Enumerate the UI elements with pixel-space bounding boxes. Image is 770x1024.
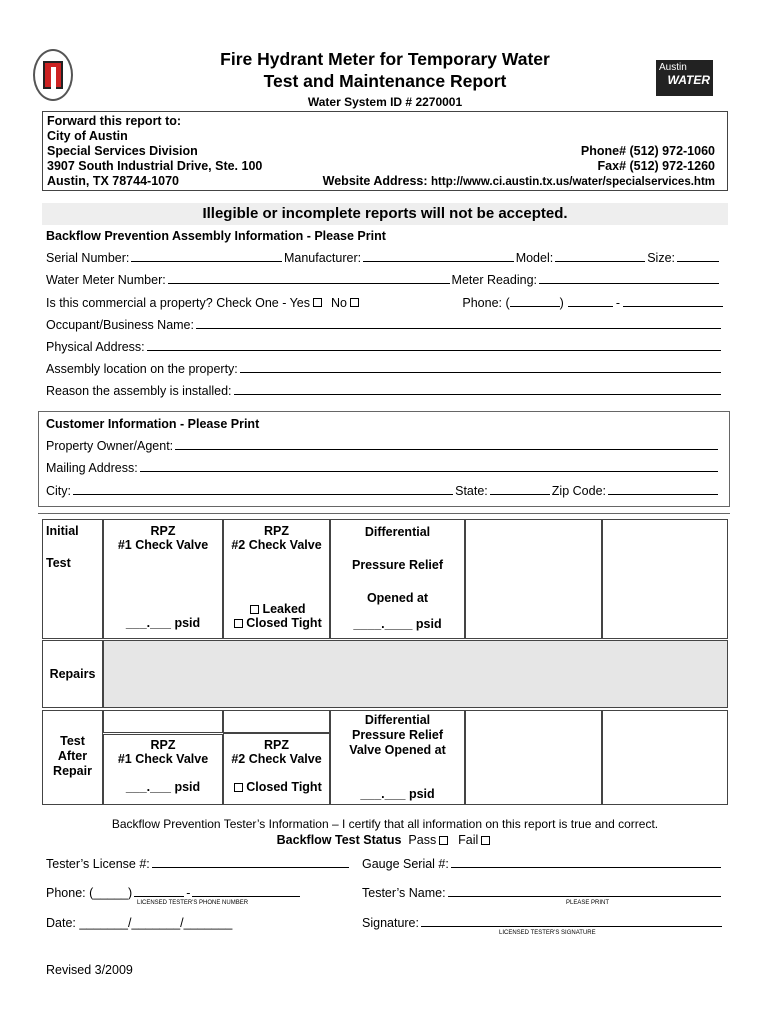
occupant-row: Occupant/Business Name: (46, 318, 723, 332)
tester-phone-prefix[interactable] (134, 886, 184, 897)
gauge-field[interactable] (451, 857, 721, 868)
location-field[interactable] (240, 362, 721, 373)
signature-caption: LICENSED TESTER'S SIGNATURE (499, 930, 596, 936)
initial-test-label: Initial Test (42, 519, 103, 639)
date-field[interactable]: Date: _______/_______/_______ (46, 916, 233, 930)
water-meter-field[interactable] (168, 273, 450, 284)
after-repair-label: Test After Repair (42, 710, 103, 805)
mailing-row: Mailing Address: (46, 461, 720, 475)
meter-reading-field[interactable] (539, 273, 719, 284)
pass-checkbox[interactable] (439, 836, 448, 845)
phone-caption: LICENSED TESTER'S PHONE NUMBER (137, 900, 249, 906)
initial-check2-cell[interactable]: RPZ #2 Check Valve Leaked Closed Tight (223, 519, 330, 639)
test-status: Backflow Test Status Pass Fail (0, 833, 770, 847)
phone-prefix-field[interactable] (568, 295, 613, 307)
after-check1-cell[interactable]: RPZ #1 Check Valve ___.___ psid (103, 734, 223, 805)
website-link[interactable]: http://www.ci.austin.tx.us/water/specialservices.htm (431, 176, 715, 188)
after-check2-top[interactable] (223, 710, 330, 733)
austin-water-logo: Austin WATER (656, 60, 713, 96)
reason-field[interactable] (234, 384, 721, 395)
serial-row: Serial Number: Manufacturer: Model: Size: (46, 251, 721, 265)
certification-text: Backflow Prevention Tester’s Information – I certify that all information on this report is true and correct. (111, 817, 659, 831)
customer-heading: Customer Information - Please Print (46, 417, 260, 431)
city-field[interactable] (73, 484, 453, 495)
initial-blank-cell-1[interactable] (465, 519, 602, 639)
water-system-id: Water System ID # 2270001 (307, 95, 463, 109)
owner-row: Property Owner/Agent: (46, 439, 720, 453)
zip-field[interactable] (608, 484, 718, 495)
physical-address-field[interactable] (147, 340, 721, 351)
repairs-field[interactable] (103, 640, 728, 708)
occupant-field[interactable] (196, 318, 721, 329)
after-relief-cell[interactable]: Differential Pressure Relief Valve Opened at ___.___ psid (330, 710, 465, 805)
yes-checkbox[interactable] (313, 298, 322, 307)
city-row: City: State: Zip Code: (46, 484, 720, 498)
phone-line-field[interactable] (623, 295, 723, 307)
initial-check1-cell[interactable]: RPZ #1 Check Valve ___.___ psid (103, 519, 223, 639)
after-blank-cell-1[interactable] (465, 710, 602, 805)
revised-date: Revised 3/2009 (46, 963, 133, 977)
leaked-checkbox[interactable] (250, 605, 259, 614)
notice-banner: Illegible or incomplete reports will not be accepted. (42, 203, 728, 225)
initial-blank-cell-2[interactable] (602, 519, 728, 639)
mailing-field[interactable] (140, 461, 718, 472)
assembly-heading: Backflow Prevention Assembly Information - Please Print (46, 229, 386, 243)
license-row: Tester’s License #: (46, 857, 351, 871)
state-field[interactable] (490, 484, 550, 495)
signature-field[interactable] (421, 916, 722, 927)
model-field[interactable] (555, 251, 645, 262)
serial-field[interactable] (131, 251, 282, 262)
after-check2-cell[interactable]: RPZ #2 Check Valve Closed Tight (223, 733, 330, 805)
repairs-label: Repairs (42, 640, 103, 708)
physical-row: Physical Address: (46, 340, 723, 354)
after-check1-top[interactable] (103, 710, 223, 733)
location-row: Assembly location on the property: (46, 362, 723, 376)
manufacturer-field[interactable] (363, 251, 514, 262)
after-closed-tight-checkbox[interactable] (234, 783, 243, 792)
tester-phone-line[interactable] (192, 886, 300, 897)
closed-tight-checkbox[interactable] (234, 619, 243, 628)
signature-row: Signature: (362, 916, 724, 930)
commercial-row: Is this commercial a property? Check One - Yes No Phone: ( ) - (46, 295, 723, 310)
divider (38, 513, 730, 514)
area-code-field[interactable] (510, 295, 560, 307)
owner-field[interactable] (175, 439, 718, 450)
address-box: Forward this report to: City of Austin Special Services Division 3907 South Industrial Drive, Ste. 100 Austin, TX 78744-1070 Phone# (512) 972-1060 Fax# (512) 972-1260 Website Address: http://www.ci.austin.tx.us/water/specialservices.htm (42, 111, 728, 191)
tester-name-row: Tester’s Name: (362, 886, 723, 900)
no-checkbox[interactable] (350, 298, 359, 307)
size-field[interactable] (677, 251, 719, 262)
name-caption: PLEASE PRINT (566, 900, 610, 906)
page-title: Fire Hydrant Meter for Temporary Water Test and Maintenance Report (220, 49, 550, 91)
fail-checkbox[interactable] (481, 836, 490, 845)
meter-row: Water Meter Number: Meter Reading: (46, 273, 721, 287)
license-field[interactable] (152, 857, 349, 868)
tester-name-field[interactable] (448, 886, 721, 897)
gauge-row: Gauge Serial #: (362, 857, 723, 871)
reason-row: Reason the assembly is installed: (46, 384, 723, 398)
initial-relief-cell[interactable]: Differential Pressure Relief Opened at ____.____ psid (330, 519, 465, 639)
tester-phone-row: Phone: (_____) - (46, 886, 302, 900)
after-blank-cell-2[interactable] (602, 710, 728, 805)
